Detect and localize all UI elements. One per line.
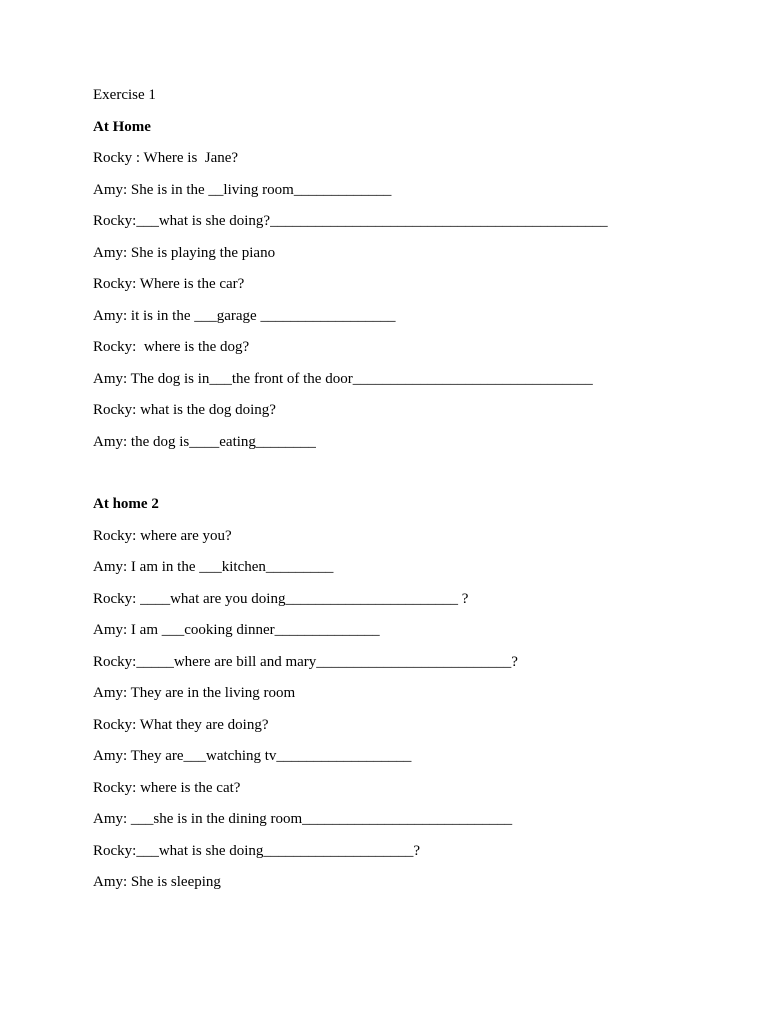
dialogue-line: Amy: She is in the __living room_____________ [93,181,392,198]
dialogue-line: Rocky: what is the dog doing? [93,402,276,418]
dialogue-line: Amy: They are in the living room [93,685,296,701]
dialogue-line: Rocky: Where is the car? [93,276,245,292]
dialogue-line: Rocky:_____where are bill and mary__________________________? [93,653,518,670]
dialogue-line: Rocky: ____what are you doing_______________________ ? [93,590,469,607]
dialogue-line: Amy: The dog is in___the front of the door________________________________ [93,370,593,387]
dialogue-line: Rocky: What they are doing? [93,716,269,733]
section-heading-at-home-2: At home 2 [93,496,159,512]
dialogue-line: Amy: I am ___cooking dinner______________ [93,622,380,638]
dialogue-line: Rocky: where are you? [93,527,232,544]
dialogue-line: Rocky: where is the dog? [93,339,250,355]
dialogue-line: Amy: the dog is____eating________ [93,433,316,450]
exercise-title: Exercise 1 [93,87,156,103]
dialogue-line: Amy: She is playing the piano [93,244,276,261]
section-spacer [93,464,733,495]
dialogue-line: Amy: I am in the ___kitchen_________ [93,559,334,575]
dialogue-line: Rocky: where is the cat? [93,779,241,796]
dialogue-line: Amy: She is sleeping [93,874,221,890]
dialogue-line: Rocky:___what is she doing?_____________________________________________ [93,213,608,229]
worksheet-page [93,86,733,905]
section-heading-at-home: At Home [93,118,151,135]
dialogue-line: Amy: They are___watching tv__________________ [93,748,412,764]
dialogue-line: Rocky : Where is Jane? [93,150,239,166]
dialogue-line: Rocky:___what is she doing____________________? [93,842,421,859]
dialogue-line: Amy: it is in the ___garage __________________ [93,307,396,324]
dialogue-line: Amy: ___she is in the dining room____________________________ [93,811,513,827]
